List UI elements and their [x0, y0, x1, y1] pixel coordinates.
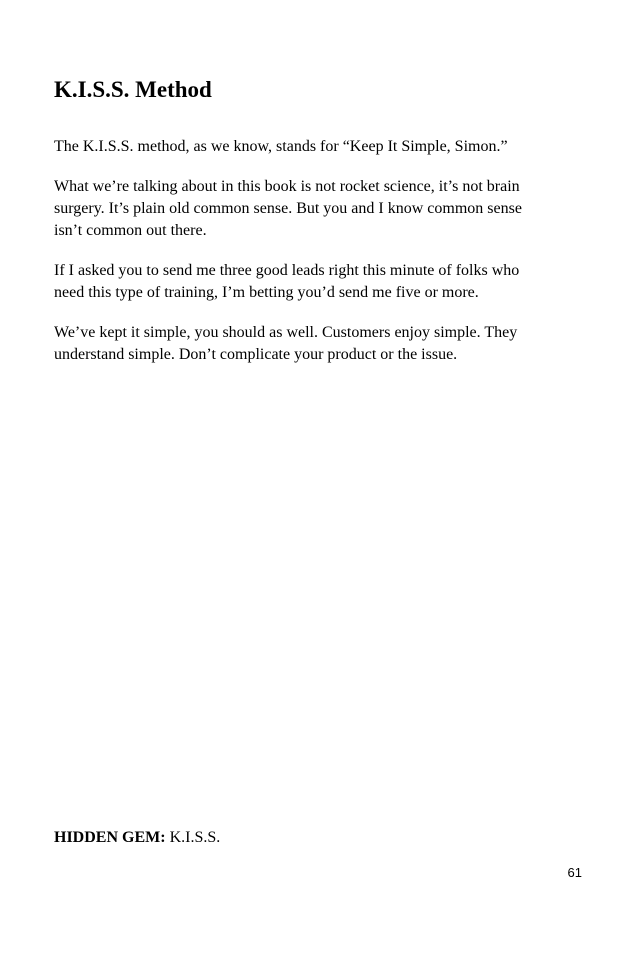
page-number: 61: [567, 865, 582, 880]
paragraph-leads: [54, 260, 594, 304]
hidden-gem-value: K.I.S.S.: [169, 829, 221, 846]
hidden-gem: [54, 827, 220, 849]
paragraph-line: The K.I.S.S. method, as we know, stands for “Keep It Simple, Simon.”: [54, 138, 508, 155]
hidden-gem-label: HIDDEN GEM:: [54, 829, 166, 846]
paragraph-keep-simple: [54, 322, 594, 366]
paragraph-kiss-definition: [54, 136, 594, 158]
paragraph-line: need this type of training, I’m betting you’d send me five or more.: [54, 284, 479, 301]
paragraph-common-sense: [54, 176, 594, 242]
paragraph-line: If I asked you to send me three good leads right this minute of folks who: [54, 262, 520, 279]
paragraph-line: What we’re talking about in this book is not rocket science, it’s not brain: [54, 178, 520, 195]
section-title: K.I.S.S. Method: [54, 77, 212, 102]
paragraph-line: isn’t common out there.: [54, 222, 207, 239]
paragraph-line: understand simple. Don’t complicate your product or the issue.: [54, 346, 458, 363]
paragraph-line: surgery. It’s plain old common sense. But you and I know common sense: [54, 200, 522, 217]
paragraph-line: We’ve kept it simple, you should as well. Customers enjoy simple. They: [54, 324, 518, 341]
body-text: [54, 136, 594, 384]
